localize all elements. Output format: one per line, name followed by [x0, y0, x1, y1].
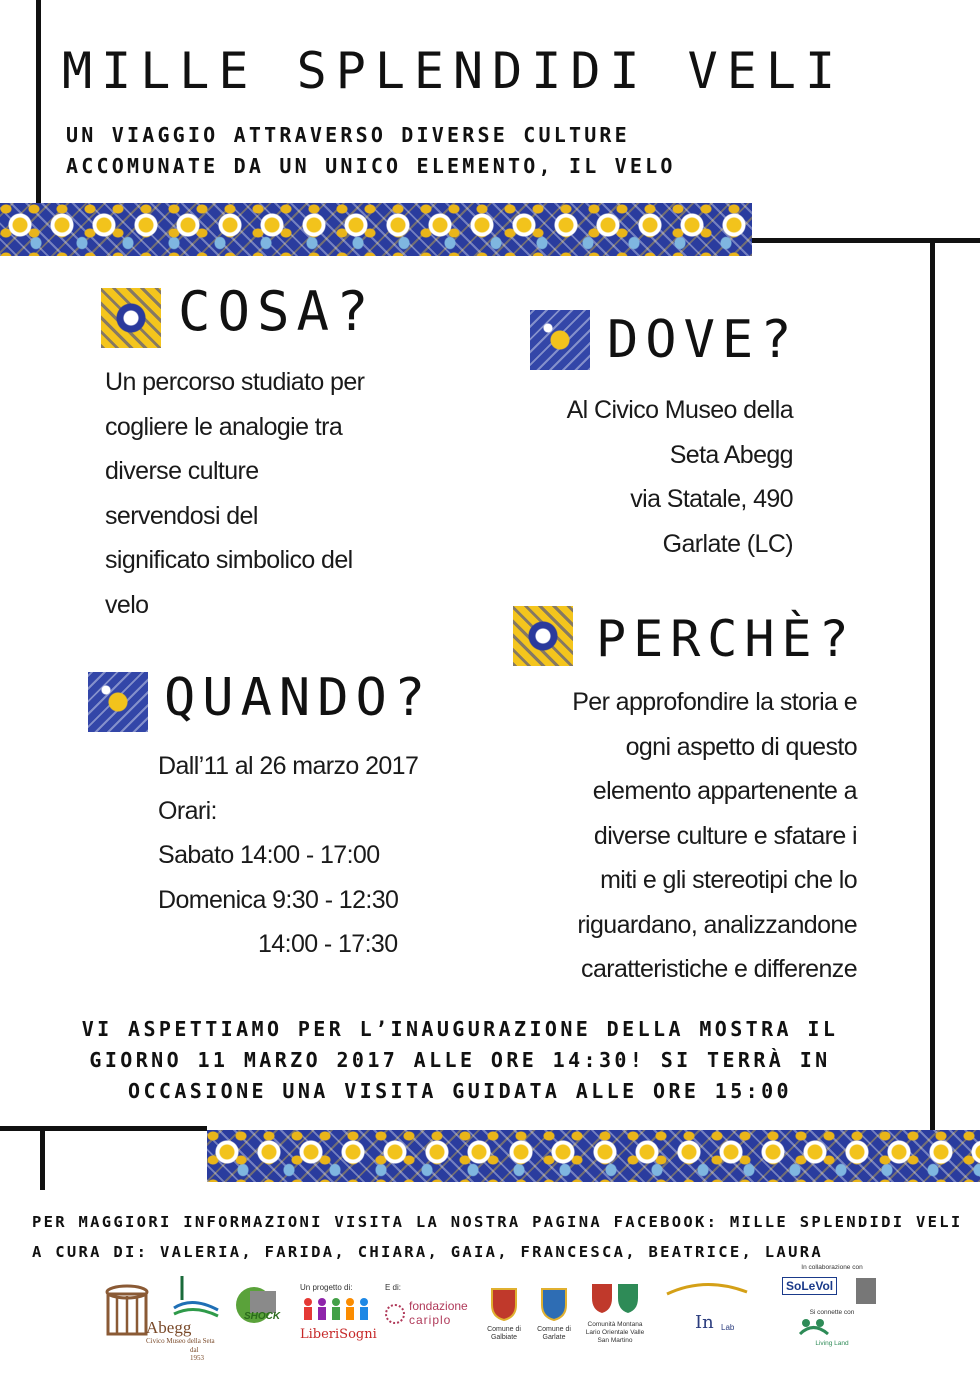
shock-icon [232, 1283, 284, 1331]
crest-icon [489, 1285, 519, 1321]
comunita-label: Comunità Montana Lario Orientale Valle San Martino [585, 1321, 645, 1344]
swoosh-icon [665, 1280, 750, 1300]
garlate-label: Comune di Garlate [537, 1326, 571, 1341]
shock-logo [232, 1283, 284, 1331]
cosa-text [105, 360, 364, 627]
quando-line-1: Dall’11 al 26 marzo 2017 [158, 752, 419, 780]
landscape-icon [172, 1274, 220, 1322]
perche-text [572, 680, 857, 992]
dove-text [567, 388, 793, 566]
invite-line-1: VI ASPETTIAMO PER L’INAUGURAZIONE DELLA MOSTRA IL [81, 1017, 839, 1041]
cariplo-label: cariplo [409, 1313, 452, 1327]
page-title: MILLE SPLENDIDI VELI [62, 42, 845, 100]
cosa-line-6: velo [105, 590, 149, 619]
frame-line-right-vertical [930, 238, 935, 1130]
frame-line-right-horizontal [752, 238, 980, 243]
credits: A CURA DI: VALERIA, FARIDA, CHIARA, GAIA, FRANCESCA, BEATRICE, LAURA [32, 1243, 823, 1261]
subtitle [66, 120, 676, 182]
invite-line-3: OCCASIONE UNA VISITA GUIDATA ALLE ORE 15:00 [128, 1079, 792, 1103]
quando-text [158, 744, 418, 967]
abegg-year: dal 1953 [190, 1346, 204, 1362]
shock-label: SHOCK [244, 1311, 281, 1322]
connette-label: Si connette con [809, 1309, 855, 1316]
cosa-line-1: Un percorso studiato per [105, 368, 365, 396]
subtitle-line-2: ACCOMUNATE DA UN UNICO ELEMENTO, IL VELO [66, 154, 676, 178]
liberi-sogni-label: LiberiSogni [300, 1327, 377, 1342]
fondazione-label: fondazione [409, 1299, 468, 1313]
perche-line-6: riguardano, analizzandone [577, 910, 857, 939]
emblem-icon [856, 1278, 876, 1304]
inauguration-notice [45, 1014, 875, 1107]
tile-icon-quando [88, 672, 148, 732]
facebook-info: PER MAGGIORI INFORMAZIONI VISITA LA NOSTRA PAGINA FACEBOOK: MILLE SPLENDIDI VELI [32, 1213, 963, 1231]
liberi-sogni-logo [300, 1284, 380, 1360]
progetto-label: Un progetto di: [300, 1283, 353, 1292]
cosa-line-2: cogliere le analogie tra [105, 412, 343, 441]
people-icon [300, 1296, 370, 1322]
crests-icon [590, 1282, 640, 1316]
lab-label: Lab [721, 1323, 735, 1332]
crest-icon [539, 1285, 569, 1321]
regional-logo [172, 1274, 220, 1322]
inmento-icon: In [695, 1312, 714, 1333]
subtitle-line-1: UN VIAGGIO ATTRAVERSO DIVERSE CULTURE [66, 123, 630, 147]
comune-garlate-logo [534, 1285, 574, 1345]
perche-line-5: miti e gli stereotipi che lo [600, 866, 857, 894]
perche-line-4: diverse culture e sfatare i [593, 821, 857, 850]
heading-quando: QUANDO? [164, 668, 433, 728]
comune-galbiate-logo [484, 1285, 524, 1345]
frame-line-bottom-vertical [40, 1130, 45, 1190]
living-land-label: Living Land [815, 1340, 849, 1347]
quando-line-2: Orari: [158, 796, 217, 825]
living-land-icon [794, 1317, 834, 1335]
tile-icon-dove [530, 310, 590, 370]
dove-line-1: Al Civico Museo della [566, 396, 793, 424]
quando-line-4: Domenica 9:30 - 12:30 [158, 885, 399, 914]
dove-line-4: Garlate (LC) [662, 529, 793, 558]
e-di-label: E di: [385, 1283, 402, 1292]
fondazione-cariplo-logo [385, 1284, 477, 1344]
frame-line-left-top [36, 0, 41, 205]
abegg-caption: Civico Museo della Seta [146, 1337, 215, 1345]
perche-line-7: caratteristiche e differenze [581, 955, 857, 983]
dove-line-2: Seta Abegg [669, 440, 793, 469]
solevol-logo [782, 1264, 882, 1382]
perche-line-1: Per approfondire la storia e [572, 688, 857, 716]
solevol-label: SoLeVol [782, 1277, 837, 1295]
dove-line-3: via Statale, 490 [630, 485, 793, 513]
heading-cosa: COSA? [178, 280, 376, 343]
collaborazione-label: In collaborazione con [801, 1264, 863, 1271]
quando-line-5: 14:00 - 17:30 [258, 930, 398, 958]
perche-line-2: ogni aspetto di questo [625, 732, 857, 761]
cosa-line-3: diverse culture [105, 457, 259, 485]
abegg-name: Abegg [146, 1318, 192, 1337]
quando-line-3: Sabato 14:00 - 17:00 [158, 841, 380, 869]
heading-perche: PERCHÈ? [596, 610, 856, 668]
tile-pattern-band-bottom [207, 1130, 980, 1182]
tile-icon-cosa [101, 288, 161, 348]
cosa-line-4: servendosi del [105, 501, 258, 530]
galbiate-label: Comune di Galbiate [487, 1326, 521, 1341]
invite-line-2: GIORNO 11 MARZO 2017 ALLE ORE 14:30! SI TERRÀ IN [89, 1048, 831, 1072]
abegg-building-icon [104, 1284, 150, 1338]
heading-dove: DOVE? [607, 310, 799, 370]
cariplo-icon [385, 1304, 405, 1324]
perche-line-3: elemento appartenente a [592, 777, 857, 805]
comunita-montana-logo [580, 1282, 650, 1352]
inmento-lab-logo [665, 1280, 750, 1350]
tile-icon-perche [513, 606, 573, 666]
cosa-line-5: significato simbolico del [105, 546, 353, 574]
tile-pattern-band-top [0, 203, 752, 256]
frame-line-bottom-horizontal [0, 1126, 207, 1131]
